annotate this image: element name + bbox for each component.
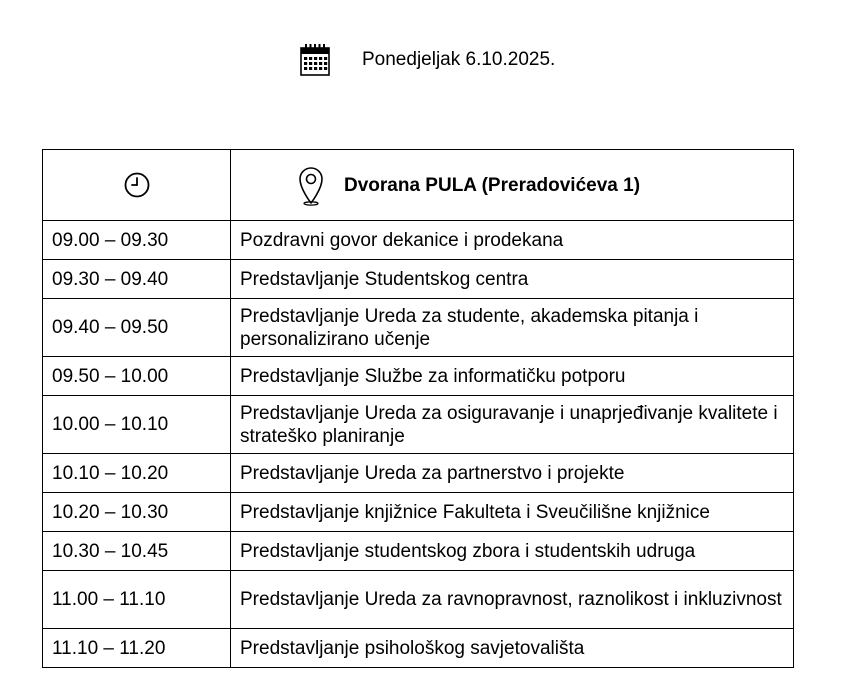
time-slot: 11.00 – 11.10 bbox=[43, 571, 231, 629]
table-row bbox=[43, 571, 794, 629]
venue-title: Dvorana PULA (Preradovićeva 1) bbox=[344, 174, 641, 196]
time-slot: 10.10 – 10.20 bbox=[43, 454, 231, 493]
event-description: Predstavljanje Službe za informatičku potporu bbox=[231, 357, 794, 396]
calendar-icon bbox=[298, 43, 332, 77]
table-row bbox=[43, 396, 794, 454]
event-description: Predstavljanje psihološkog savjetovališta bbox=[231, 629, 794, 668]
schedule-table bbox=[42, 149, 794, 668]
event-description: Predstavljanje studentskog zbora i studentskih udruga bbox=[231, 532, 794, 571]
table-row bbox=[43, 299, 794, 357]
time-slot: 10.00 – 10.10 bbox=[43, 396, 231, 454]
event-description: Predstavljanje Ureda za osiguravanje i unaprjeđivanje kvalitete i strateško planiranje bbox=[231, 396, 794, 454]
table-row bbox=[43, 532, 794, 571]
schedule-header-row bbox=[43, 150, 794, 221]
event-description: Predstavljanje Ureda za ravnopravnost, raznolikost i inkluzivnost bbox=[231, 571, 794, 629]
time-slot: 10.30 – 10.45 bbox=[43, 532, 231, 571]
table-row bbox=[43, 260, 794, 299]
table-row bbox=[43, 221, 794, 260]
time-column-header bbox=[43, 150, 231, 221]
table-row bbox=[43, 629, 794, 668]
time-slot: 09.30 – 09.40 bbox=[43, 260, 231, 299]
event-date: Ponedjeljak 6.10.2025. bbox=[362, 49, 556, 70]
time-slot: 09.40 – 09.50 bbox=[43, 299, 231, 357]
table-row bbox=[43, 454, 794, 493]
time-slot: 09.50 – 10.00 bbox=[43, 357, 231, 396]
venue-column-header bbox=[231, 150, 794, 221]
event-description: Pozdravni govor dekanice i prodekana bbox=[231, 221, 794, 260]
event-description: Predstavljanje Studentskog centra bbox=[231, 260, 794, 299]
clock-icon bbox=[123, 171, 151, 199]
date-header bbox=[298, 42, 555, 78]
event-description: Predstavljanje Ureda za partnerstvo i projekte bbox=[231, 454, 794, 493]
time-slot: 11.10 – 11.20 bbox=[43, 629, 231, 668]
event-description: Predstavljanje knjižnice Fakulteta i Sveučilišne knjižnice bbox=[231, 493, 794, 532]
event-description: Predstavljanje Ureda za studente, akademska pitanja i personalizirano učenje bbox=[231, 299, 794, 357]
table-row bbox=[43, 493, 794, 532]
location-pin-icon bbox=[296, 164, 326, 206]
time-slot: 09.00 – 09.30 bbox=[43, 221, 231, 260]
table-row bbox=[43, 357, 794, 396]
time-slot: 10.20 – 10.30 bbox=[43, 493, 231, 532]
